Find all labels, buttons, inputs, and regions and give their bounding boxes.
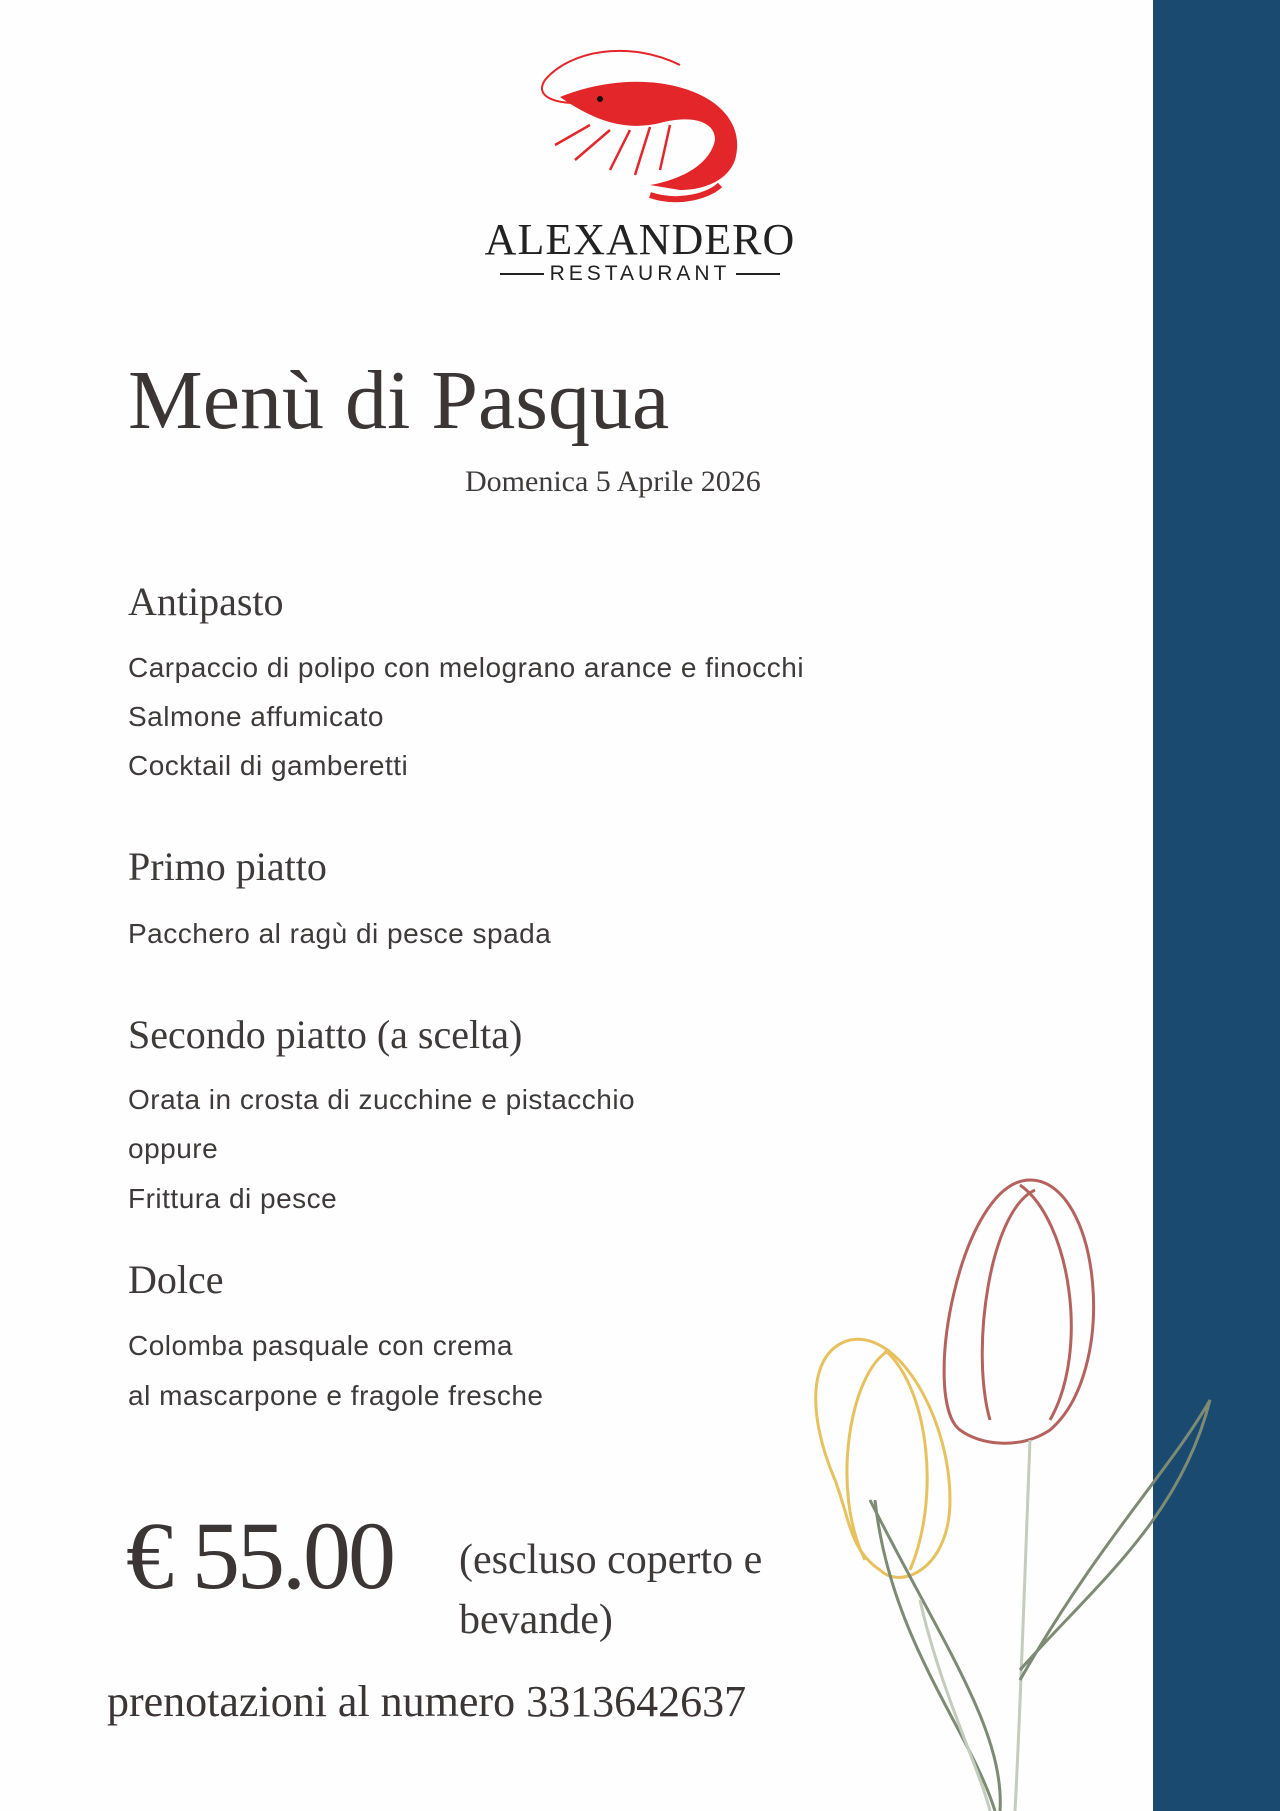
menu-title: Menù di Pasqua (128, 354, 670, 447)
menu-item: Colomba pasquale con crema (128, 1330, 513, 1361)
price-note: bevande) (459, 1597, 613, 1643)
menu-item: Pacchero al ragù di pesce spada (128, 918, 552, 949)
section-heading: Secondo piatto (a scelta) (128, 1012, 523, 1057)
section-heading: Antipasto (128, 579, 284, 624)
section-heading: Dolce (128, 1257, 224, 1302)
price: € 55.00 (126, 1502, 393, 1609)
menu-date: Domenica 5 Aprile 2026 (465, 465, 761, 498)
menu-item: oppure (128, 1133, 219, 1164)
menu-item: Cocktail di gamberetti (128, 750, 409, 781)
shrimp-logo-icon (530, 45, 755, 205)
section-heading: Primo piatto (128, 844, 327, 889)
logo-name: ALEXANDERO (484, 215, 796, 264)
tulips-decoration-icon (790, 1170, 1220, 1811)
menu-item: Orata in crosta di zucchine e pistacchio (128, 1084, 636, 1115)
booking-info: prenotazioni al numero 3313642637 (107, 1677, 747, 1726)
menu-item: Carpaccio di polipo con melograno arance e finocchi (128, 652, 805, 683)
menu-item: al mascarpone e fragole fresche (128, 1380, 544, 1411)
menu-item: Frittura di pesce (128, 1183, 338, 1214)
price-note: (escluso coperto e (459, 1537, 763, 1583)
menu-item: Salmone affumicato (128, 701, 384, 732)
logo-subtitle (0, 262, 1280, 286)
logo-subtitle-text: RESTAURANT (549, 262, 731, 285)
